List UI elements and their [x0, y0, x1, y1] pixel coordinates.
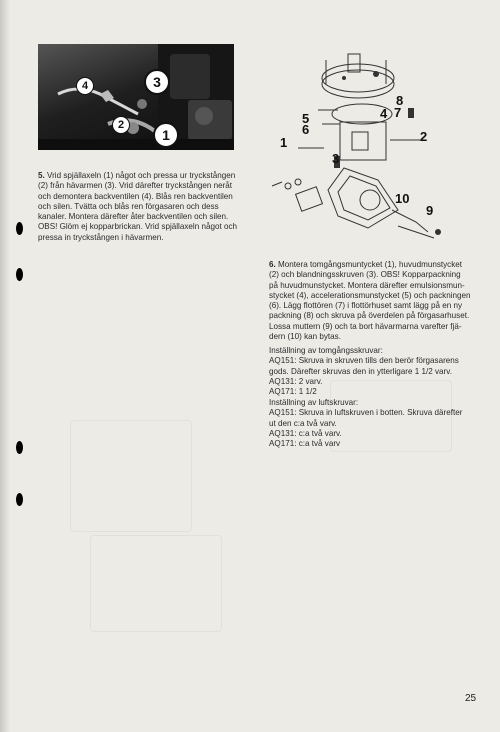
- text-line: (6). Lägg flottören (7) i flottörhuset samt lägg på en ny: [269, 301, 463, 311]
- page-fold-shadow: [0, 0, 10, 732]
- binder-hole-mark: [16, 222, 23, 235]
- diagram-callout-2: 2: [420, 129, 428, 144]
- exploded-diagram: [258, 40, 480, 252]
- exploded-diagram-art: [258, 40, 480, 252]
- photo-callout-1: 1: [153, 122, 179, 148]
- text-line: [38, 171, 258, 181]
- text-line: AQ151: Skruva in luftskruven i botten. Skruva därefter: [269, 408, 463, 418]
- diagram-callout-8: 8: [396, 93, 404, 108]
- text-line: dern (10) kan bytas.: [269, 332, 341, 342]
- carburetor-photo: [38, 44, 234, 150]
- text-line: ut den c:a två varv.: [269, 418, 337, 428]
- text-line: kanaler. Montera därefter åter backventilen och silen.: [38, 212, 229, 222]
- show-through-ghost: [90, 535, 222, 632]
- carburetor-photo-art: [38, 44, 234, 150]
- text-line: AQ171: 1 1/2: [269, 387, 317, 397]
- photo-callout-3: 3: [144, 69, 170, 95]
- text-line: och silen. Tvätta och blås ren förgasaren och dess: [38, 201, 219, 211]
- step-number: 5.: [38, 171, 45, 180]
- text-line: och demontera backventilen (4). Blås ren backventilen: [38, 191, 233, 201]
- step-5-text: [38, 171, 258, 243]
- photo-callout-2: 2: [112, 116, 130, 134]
- diagram-callout-6: 6: [302, 122, 310, 137]
- text-line: stycket (4), accelerationsmunstycket (5) och packningen: [269, 290, 471, 300]
- diagram-callout-3: 3: [332, 151, 340, 166]
- binder-hole-mark: [16, 268, 23, 281]
- text-line: Lossa muttern (9) och ta bort hävarmarna varefter fjä-: [269, 321, 462, 331]
- diagram-callout-7: 7: [394, 105, 402, 120]
- step-6-text: [269, 260, 491, 342]
- binder-hole-mark: [16, 441, 23, 454]
- text-line: på huvudmunstycket. Montera därefter emulsionsmun-: [269, 280, 465, 290]
- show-through-ghost: [70, 420, 192, 532]
- settings-heading: Inställning av luftskruvar:: [269, 398, 359, 407]
- idle-screw-settings: [269, 346, 491, 397]
- binder-hole-mark: [16, 493, 23, 506]
- text-line: (2) från hävarmen (3). Vrid därefter tryckstången neråt: [38, 181, 233, 191]
- diagram-callout-5: 5: [302, 111, 310, 126]
- step-number: 6.: [269, 260, 276, 269]
- text-line-content: Montera tomgångsmuntycket (1), huvudmunstycket: [278, 260, 463, 269]
- text-line-content: Vrid spjällaxeln (1) något och pressa ur tryckstången: [47, 171, 236, 180]
- page-number: 25: [465, 693, 477, 704]
- air-screw-settings: [269, 398, 491, 449]
- text-line: AQ151: Skruva in skruven tills den berör förgasarens: [269, 356, 459, 366]
- text-line: (2) och blandningsskruven (3). OBS! Kopparpackning: [269, 270, 461, 280]
- diagram-callout-4: 4: [380, 106, 388, 121]
- diagram-callout-9: 9: [426, 203, 434, 218]
- text-line: [269, 260, 491, 270]
- diagram-callout-10: 10: [395, 191, 410, 206]
- text-line: OBS! Glöm ej kopparbrickan. Vrid spjällaxeln något och: [38, 222, 237, 232]
- text-line: pressa in tryckstången i hävarmen.: [38, 232, 164, 242]
- diagram-callout-1: 1: [280, 135, 288, 150]
- text-line: AQ171: c:a två varv: [269, 439, 341, 449]
- text-line: AQ131: 2 varv.: [269, 376, 323, 386]
- text-line: gods. Därefter skruvas den in ytterligare 1 1/2 varv.: [269, 366, 452, 376]
- text-line: packning (8) och skruva på överdelen på förgasarhuset.: [269, 311, 470, 321]
- photo-callout-4: 4: [76, 77, 94, 95]
- text-line: AQ131: c:a två varv.: [269, 428, 342, 438]
- settings-heading: Inställning av tomgångsskruvar:: [269, 346, 383, 355]
